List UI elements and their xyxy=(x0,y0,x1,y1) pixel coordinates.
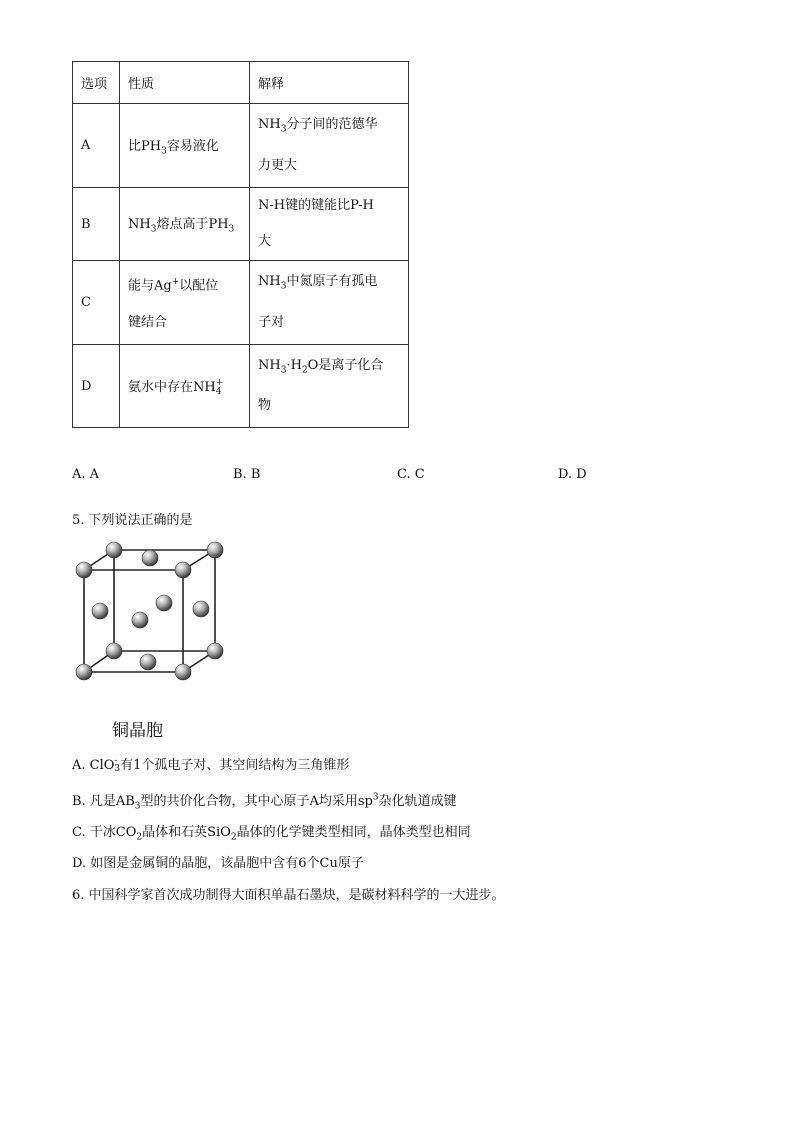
atom-corner xyxy=(207,542,223,558)
row-explanation: N-H键的键能比P-H 大 xyxy=(250,188,409,261)
atom-corner xyxy=(106,542,122,558)
atom-face xyxy=(92,603,108,619)
atom-corner xyxy=(106,643,122,659)
option-c: C. C xyxy=(397,467,425,482)
row-explanation: $NH_3$分子间的范德华 力更大 xyxy=(250,104,409,188)
row-property: 氨水中存在NH + 4 xyxy=(120,345,250,428)
atom-corner xyxy=(207,643,223,659)
table-header-row xyxy=(73,62,409,104)
row-option: C xyxy=(73,261,120,345)
atom-corner xyxy=(76,562,92,578)
header-explanation: 解释 xyxy=(250,62,409,104)
atom-corner xyxy=(76,664,92,680)
table-row xyxy=(73,188,409,261)
table-row xyxy=(73,104,409,188)
copper-unit-cell-figure xyxy=(66,535,236,695)
option-d: D. D xyxy=(558,467,587,482)
atom-face xyxy=(142,550,158,566)
option-a: A. A xyxy=(72,467,100,482)
atom-corner xyxy=(175,664,191,680)
atom-face xyxy=(140,654,156,670)
question-5-option-b: B. 凡是$AB_3$型的共价化合物，其中心原子A均采用$sp^3$杂化轨道成键 xyxy=(72,792,457,812)
row-property: $NH_3$熔点高于$PH_3$ xyxy=(120,188,250,261)
figure-caption: 铜晶胞 xyxy=(112,721,163,741)
header-option: 选项 xyxy=(73,62,120,104)
question-5-option-a: A. ClO - 3 有1个孤电子对、其空间结构为三角锥形 xyxy=(72,756,350,774)
row-option: A xyxy=(73,104,120,188)
comparison-table xyxy=(72,61,409,428)
row-property: 比$PH_3$容易液化 xyxy=(120,104,250,188)
header-property: 性质 xyxy=(120,62,250,104)
answer-options xyxy=(0,467,794,489)
question-5-stem: 5. 下列说法正确的是 xyxy=(72,513,193,528)
row-option: B xyxy=(73,188,120,261)
row-option: D xyxy=(73,345,120,428)
table-row xyxy=(73,261,409,345)
row-property: 能与Ag+以配位 键结合 xyxy=(120,261,250,345)
table-row xyxy=(73,345,409,428)
atom-face xyxy=(132,612,148,628)
question-6-stem: 6. 中国科学家首次成功制得大面积单晶石墨炔，是碳材料科学的一大进步。 xyxy=(72,888,505,903)
question-5-option-d: D. 如图是金属铜的晶胞，该晶胞中含有6个Cu原子 xyxy=(72,856,364,871)
atom-corner xyxy=(175,562,191,578)
atom-face xyxy=(156,595,172,611)
option-b: B. B xyxy=(233,467,261,482)
row-explanation: $NH_3$中氮原子有孤电 子对 xyxy=(250,261,409,345)
atom-face xyxy=(193,601,209,617)
row-explanation: $NH_3\cdot H_2O$是离子化合 物 xyxy=(250,345,409,428)
question-5-option-c: C. 干冰$CO_2$晶体和石英SiO$_2$晶体的化学键类型相同，晶体类型也相同 xyxy=(72,825,471,843)
